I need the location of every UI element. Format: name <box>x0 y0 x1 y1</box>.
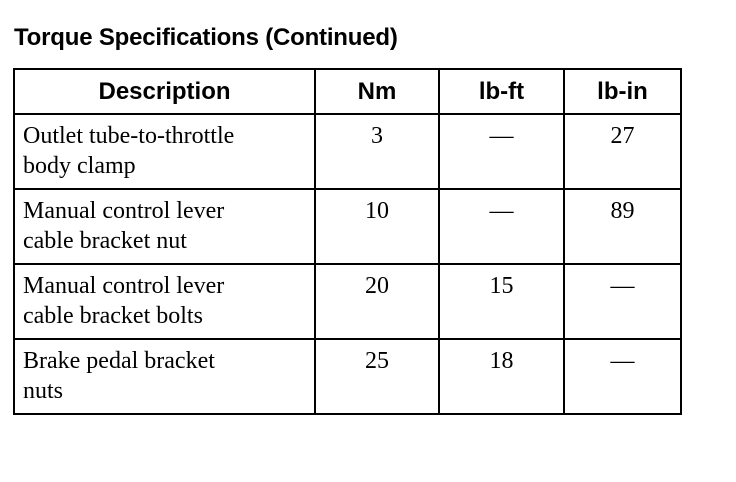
header-row <box>14 69 681 114</box>
column-header-description: Description <box>14 69 315 114</box>
nm-cell: 10 <box>315 189 439 264</box>
table-row <box>14 189 681 264</box>
description-line: cable bracket bolts <box>23 303 203 329</box>
table-row <box>14 264 681 339</box>
description-cell <box>14 114 315 189</box>
lb-in-cell: — <box>564 264 681 339</box>
description-cell <box>14 339 315 414</box>
lb-ft-cell: 18 <box>439 339 564 414</box>
lb-ft-cell: — <box>439 114 564 189</box>
description-line: Outlet tube-to-throttle <box>23 123 235 149</box>
table-row <box>14 339 681 414</box>
description-line: Manual control lever <box>23 198 225 224</box>
nm-cell: 25 <box>315 339 439 414</box>
lb-in-cell: 27 <box>564 114 681 189</box>
description-line: Brake pedal bracket <box>23 348 215 374</box>
nm-cell: 20 <box>315 264 439 339</box>
page-title: Torque Specifications (Continued) <box>14 24 398 51</box>
column-header-lb-in: lb-in <box>564 69 681 114</box>
column-header-lb-ft: lb-ft <box>439 69 564 114</box>
column-header-nm: Nm <box>315 69 439 114</box>
table-row <box>14 114 681 189</box>
description-line: body clamp <box>23 153 136 179</box>
description-cell <box>14 189 315 264</box>
description-cell <box>14 264 315 339</box>
torque-spec-table <box>13 68 682 415</box>
lb-in-cell: 89 <box>564 189 681 264</box>
lb-ft-cell: — <box>439 189 564 264</box>
description-line: cable bracket nut <box>23 228 187 254</box>
description-line: Manual control lever <box>23 273 225 299</box>
lb-ft-cell: 15 <box>439 264 564 339</box>
nm-cell: 3 <box>315 114 439 189</box>
description-line: nuts <box>23 378 64 404</box>
lb-in-cell: — <box>564 339 681 414</box>
